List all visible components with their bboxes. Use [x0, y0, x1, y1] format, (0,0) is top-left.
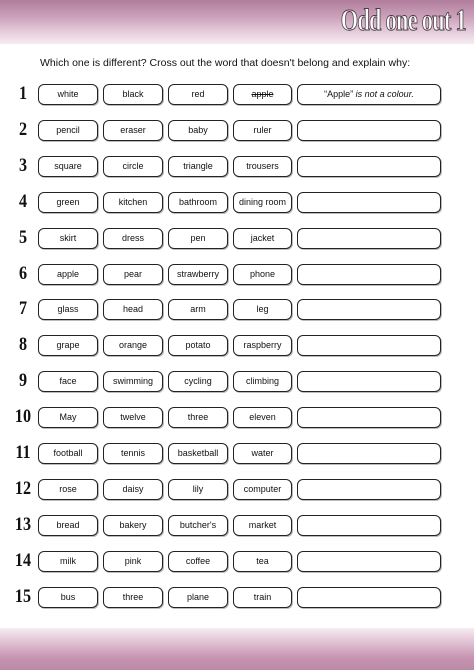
- row-number: 10: [14, 406, 32, 427]
- row-number: 12: [14, 478, 32, 499]
- word-box[interactable]: bathroom: [168, 192, 228, 213]
- example-answer-text: is not a colour.: [353, 89, 414, 99]
- answer-field[interactable]: [297, 264, 441, 285]
- word-box[interactable]: dress: [103, 228, 163, 249]
- word-box[interactable]: potato: [168, 335, 228, 356]
- word-box[interactable]: circle: [103, 156, 163, 177]
- word-box[interactable]: triangle: [168, 156, 228, 177]
- word-box[interactable]: plane: [168, 587, 228, 608]
- word-box[interactable]: climbing: [233, 371, 292, 392]
- row-number: 8: [18, 334, 28, 355]
- exercise-row: [0, 192, 474, 216]
- answer-field[interactable]: [297, 407, 441, 428]
- answer-field[interactable]: [297, 335, 441, 356]
- word-box[interactable]: raspberry: [233, 335, 292, 356]
- exercise-row: [0, 407, 474, 431]
- row-number: 13: [14, 514, 32, 535]
- word-box[interactable]: May: [38, 407, 98, 428]
- exercise-row: [0, 443, 474, 467]
- word-box[interactable]: leg: [233, 299, 292, 320]
- word-box[interactable]: three: [168, 407, 228, 428]
- word-box[interactable]: coffee: [168, 551, 228, 572]
- exercise-row: [0, 120, 474, 144]
- row-number: 11: [15, 442, 31, 463]
- word-box[interactable]: bakery: [103, 515, 163, 536]
- word-box[interactable]: eleven: [233, 407, 292, 428]
- word-box[interactable]: basketball: [168, 443, 228, 464]
- word-box[interactable]: rose: [38, 479, 98, 500]
- exercise-row: [0, 479, 474, 503]
- word-box[interactable]: black: [103, 84, 163, 105]
- word-box[interactable]: eraser: [103, 120, 163, 141]
- word-box[interactable]: ruler: [233, 120, 292, 141]
- answer-field[interactable]: [297, 443, 441, 464]
- exercise-row: [0, 156, 474, 180]
- word-box[interactable]: bread: [38, 515, 98, 536]
- row-number: 5: [18, 227, 28, 248]
- exercise-row: [0, 515, 474, 539]
- word-box-crossed-out[interactable]: apple: [233, 84, 292, 105]
- word-box[interactable]: apple: [38, 264, 98, 285]
- exercise-row: [0, 264, 474, 288]
- word-box[interactable]: jacket: [233, 228, 292, 249]
- exercise-row: [0, 84, 474, 108]
- word-box[interactable]: market: [233, 515, 292, 536]
- answer-field[interactable]: [297, 515, 441, 536]
- word-box[interactable]: swimming: [103, 371, 163, 392]
- row-number: 14: [14, 550, 32, 571]
- row-number: 15: [14, 586, 32, 607]
- footer-band: [0, 628, 474, 670]
- answer-field[interactable]: [297, 120, 441, 141]
- word-box[interactable]: phone: [233, 264, 292, 285]
- word-box[interactable]: head: [103, 299, 163, 320]
- word-box[interactable]: daisy: [103, 479, 163, 500]
- exercise-row: [0, 299, 474, 323]
- word-box[interactable]: face: [38, 371, 98, 392]
- row-number: 1: [18, 83, 28, 104]
- word-box[interactable]: grape: [38, 335, 98, 356]
- word-box[interactable]: tennis: [103, 443, 163, 464]
- row-number: 4: [18, 191, 28, 212]
- word-box[interactable]: pencil: [38, 120, 98, 141]
- exercise-row: [0, 587, 474, 611]
- word-box[interactable]: green: [38, 192, 98, 213]
- answer-field[interactable]: [297, 551, 441, 572]
- word-box[interactable]: computer: [233, 479, 292, 500]
- answer-field[interactable]: [297, 84, 441, 105]
- word-box[interactable]: arm: [168, 299, 228, 320]
- word-box[interactable]: train: [233, 587, 292, 608]
- word-box[interactable]: pen: [168, 228, 228, 249]
- word-box[interactable]: strawberry: [168, 264, 228, 285]
- word-box[interactable]: pear: [103, 264, 163, 285]
- exercise-row: [0, 371, 474, 395]
- answer-field[interactable]: [297, 156, 441, 177]
- word-box[interactable]: trousers: [233, 156, 292, 177]
- word-box[interactable]: kitchen: [103, 192, 163, 213]
- row-number: 3: [18, 155, 28, 176]
- word-box[interactable]: football: [38, 443, 98, 464]
- answer-field[interactable]: [297, 299, 441, 320]
- word-box[interactable]: cycling: [168, 371, 228, 392]
- row-number: 9: [18, 370, 28, 391]
- instructions: Which one is different? Cross out the word that doesn't belong and explain why:: [40, 57, 411, 69]
- word-box[interactable]: milk: [38, 551, 98, 572]
- word-box[interactable]: orange: [103, 335, 163, 356]
- row-number: 7: [18, 298, 28, 319]
- word-box[interactable]: dining room: [233, 192, 292, 213]
- word-box[interactable]: three: [103, 587, 163, 608]
- answer-field[interactable]: [297, 587, 441, 608]
- exercise-row: [0, 335, 474, 359]
- word-box[interactable]: bus: [38, 587, 98, 608]
- example-answer-word: “Apple”: [324, 89, 354, 99]
- answer-field[interactable]: [297, 479, 441, 500]
- word-box[interactable]: baby: [168, 120, 228, 141]
- exercise-row: [0, 228, 474, 252]
- row-number: 2: [18, 119, 28, 140]
- answer-field[interactable]: [297, 192, 441, 213]
- word-box[interactable]: tea: [233, 551, 292, 572]
- word-box[interactable]: white: [38, 84, 98, 105]
- word-box[interactable]: water: [233, 443, 292, 464]
- answer-field[interactable]: [297, 371, 441, 392]
- answer-field[interactable]: [297, 228, 441, 249]
- word-box[interactable]: square: [38, 156, 98, 177]
- word-box[interactable]: glass: [38, 299, 98, 320]
- worksheet-title: Odd one out 1: [340, 2, 466, 37]
- exercise-row: [0, 551, 474, 575]
- word-box[interactable]: lily: [168, 479, 228, 500]
- row-number: 6: [18, 263, 28, 284]
- word-box[interactable]: skirt: [38, 228, 98, 249]
- word-box[interactable]: pink: [103, 551, 163, 572]
- word-box[interactable]: red: [168, 84, 228, 105]
- word-box[interactable]: butcher's: [168, 515, 228, 536]
- word-box[interactable]: twelve: [103, 407, 163, 428]
